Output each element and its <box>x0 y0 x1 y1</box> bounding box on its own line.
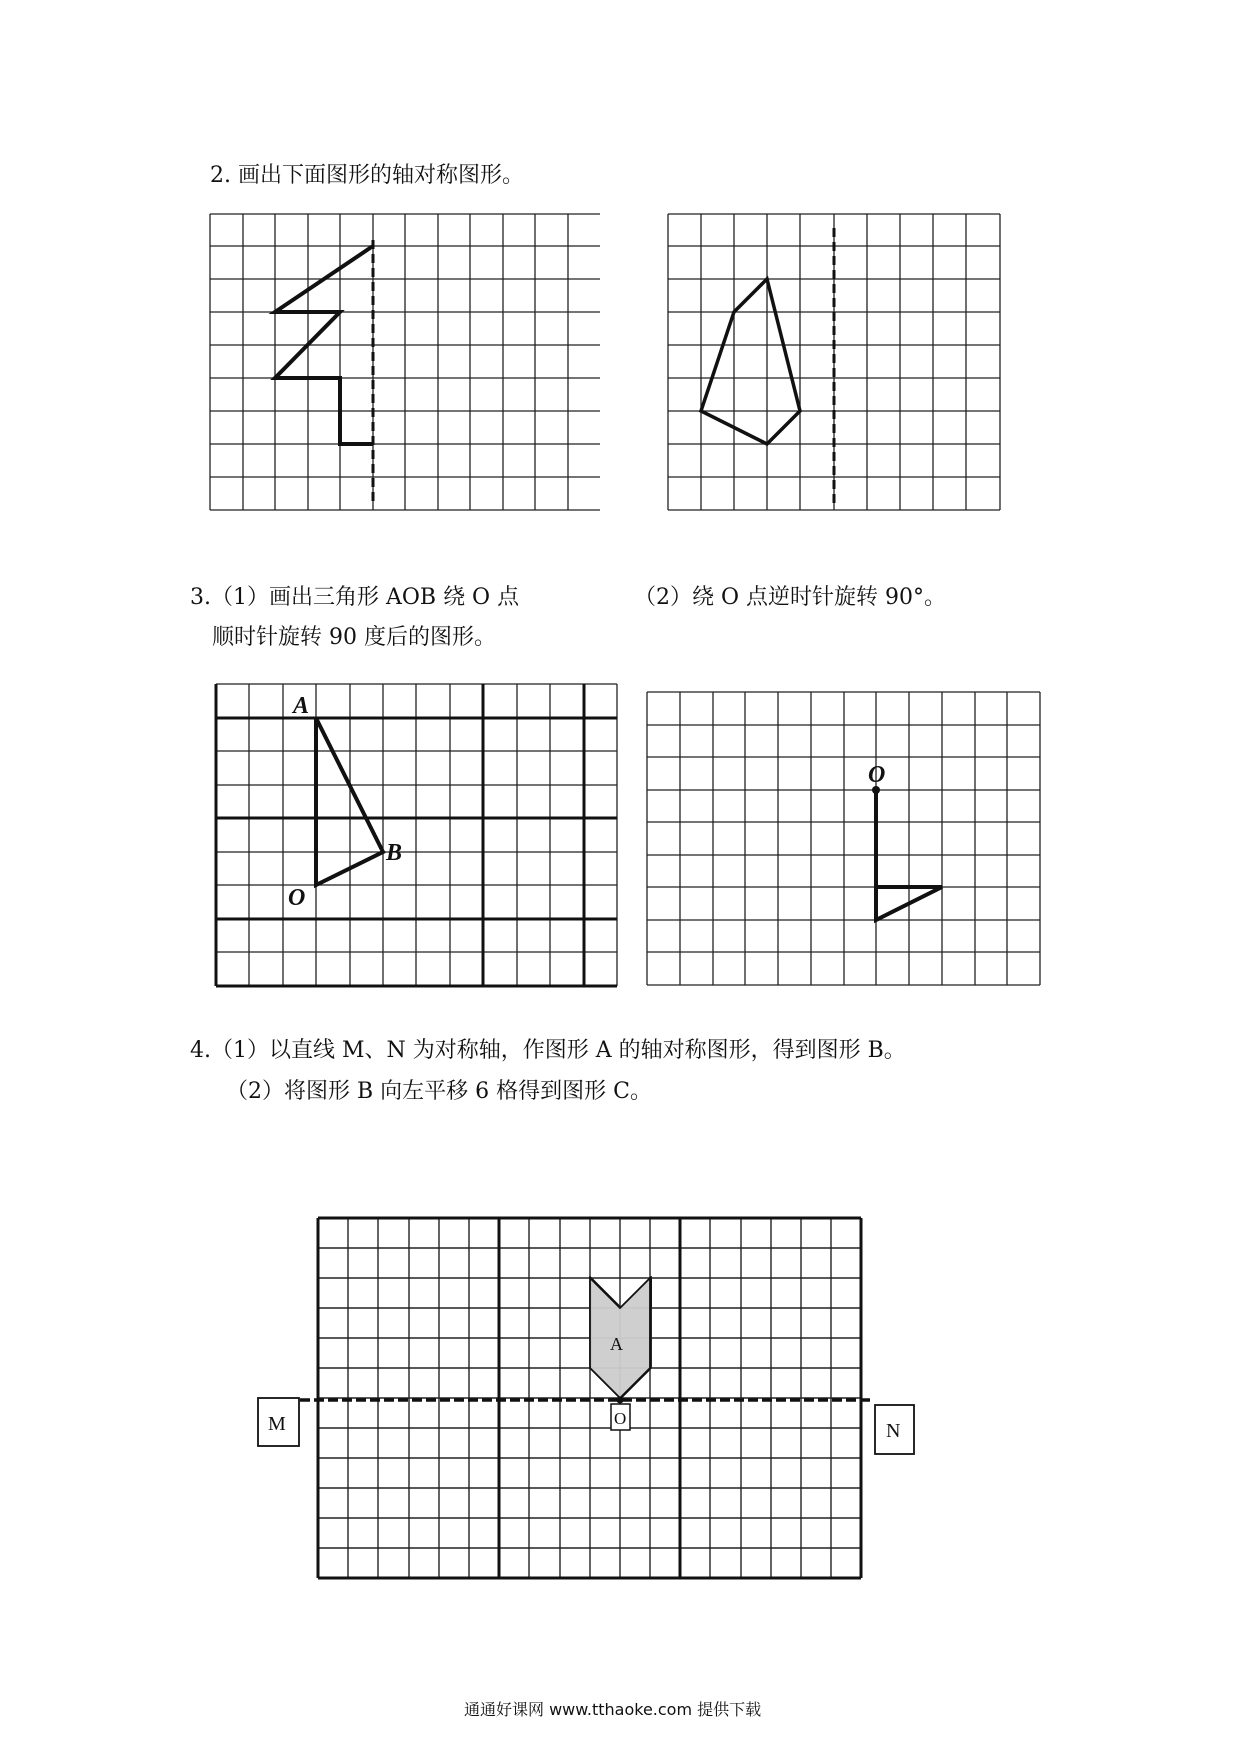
page-footer: 通通好课网 www.tthaoke.com 提供下载 <box>464 1700 762 1719</box>
q3-label-o: O <box>288 885 306 911</box>
q4-label-a: A <box>610 1334 623 1354</box>
q4-point-o <box>617 1397 624 1404</box>
q4-line1: 4.（1）以直线 M、N 为对称轴，作图形 A 的轴对称图形，得到图形 B。 <box>190 1038 906 1063</box>
q3-part2: （2）绕 O 点逆时针旋转 90°。 <box>634 585 947 610</box>
q4-grid <box>318 1218 861 1578</box>
q4-label-o: O <box>614 1409 627 1428</box>
q3-part1-line2: 顺时针旋转 90 度后的图形。 <box>212 625 496 650</box>
q2-title: 2. 画出下面图形的轴对称图形。 <box>210 163 524 188</box>
q4-label-n: N <box>886 1420 901 1442</box>
q3-part1-line1: 3.（1）画出三角形 AOB 绕 O 点 <box>190 585 520 610</box>
q3-label-b: B <box>386 840 403 866</box>
q3-label-a: A <box>293 693 310 719</box>
q4-line2: （2）将图形 B 向左平移 6 格得到图形 C。 <box>226 1079 652 1104</box>
q3-right-label-o: O <box>868 762 886 788</box>
q4-label-m: M <box>268 1413 286 1435</box>
